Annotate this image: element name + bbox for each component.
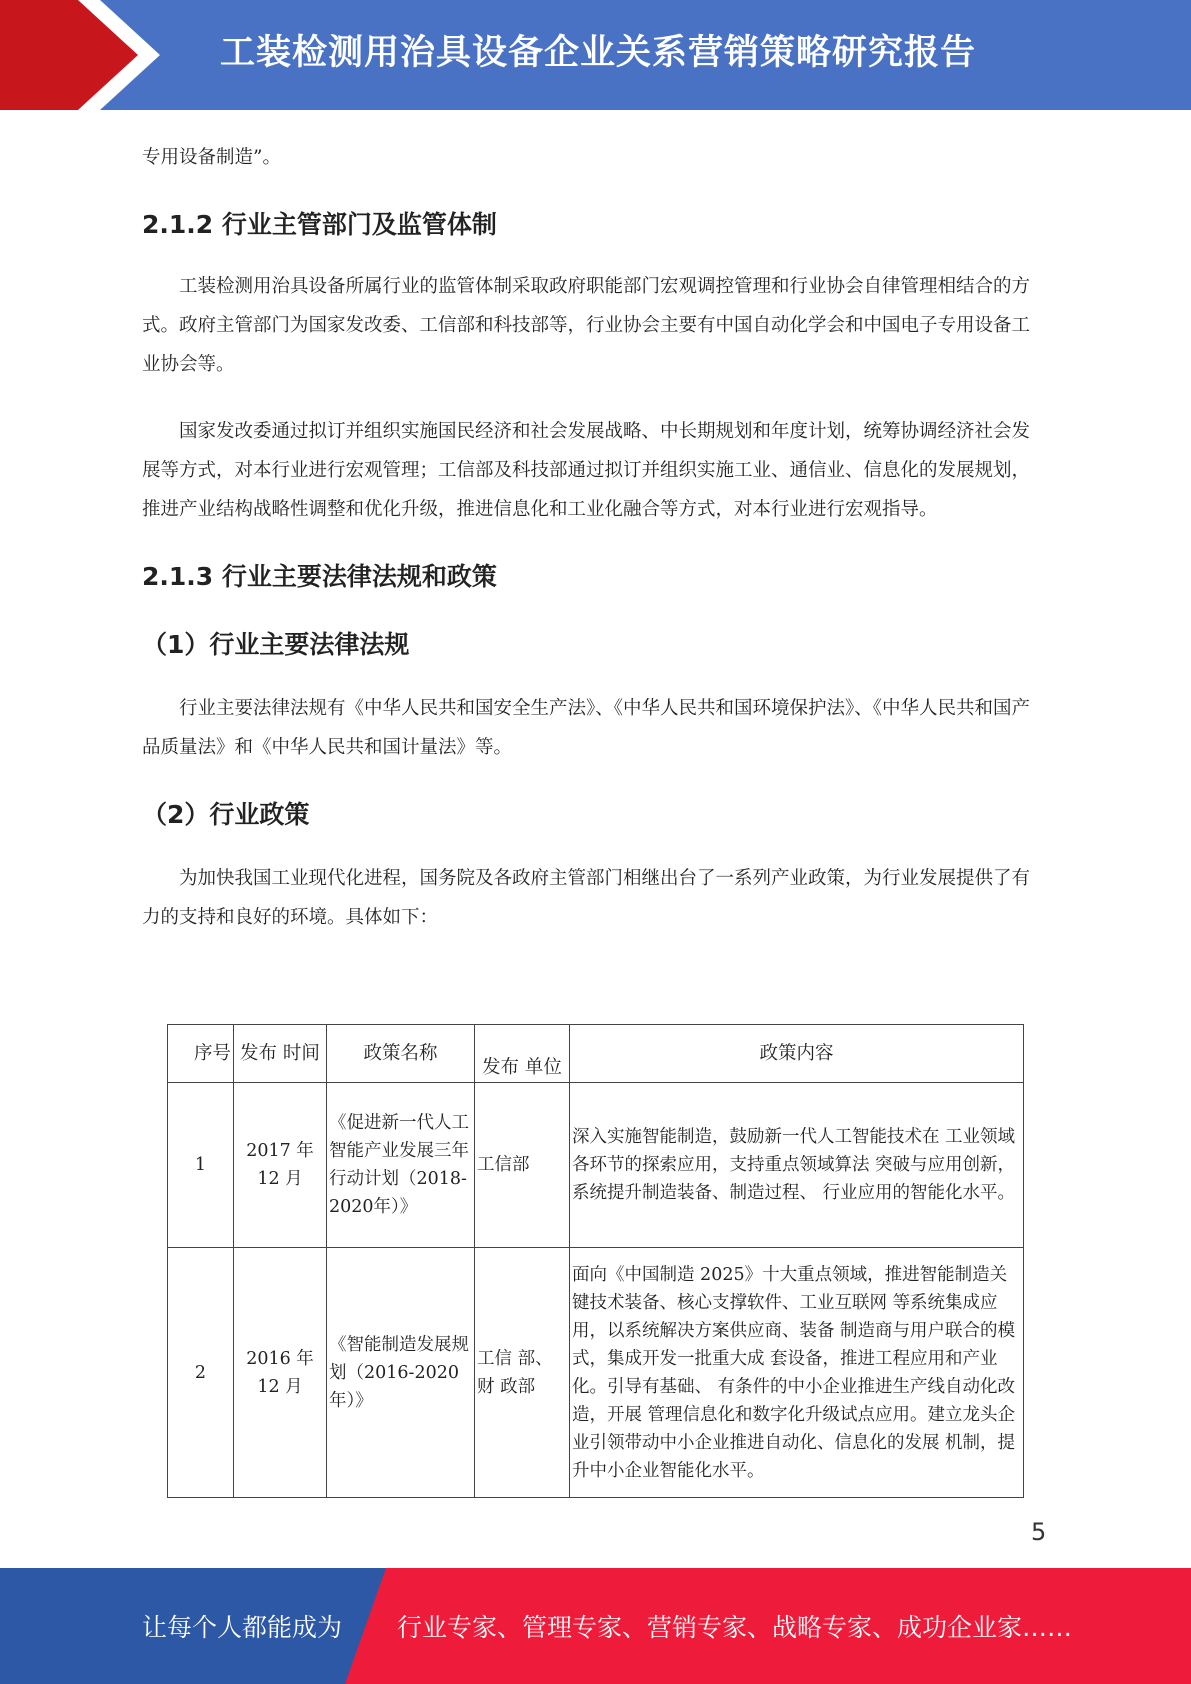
cell-name: 《智能制造发展规划（2016-2020年）》 — [327, 1248, 475, 1498]
cell-no: 1 — [168, 1083, 234, 1248]
cell-date: 2017 年 12 月 — [234, 1083, 327, 1248]
page-number: 5 — [1031, 1518, 1047, 1546]
main-content — [142, 130, 1047, 937]
table-header-row — [168, 1025, 1024, 1083]
cell-name: 《促进新一代人工智能产业发展三年行动计划（2018-2020年）》 — [327, 1083, 475, 1248]
report-title: 工装检测用治具设备企业关系营销策略研究报告 — [220, 33, 977, 73]
col-header-date: 发布 时间 — [234, 1025, 327, 1083]
cell-content: 面向《中国制造 2025》十大重点领域，推进智能制造关键技术装备、核心支撑软件、工业互联网 等系统集成应用，以系统解决方案供应商、装备 制造商与用户联合的模式，集成开发一批重大成 套设备，推进工程应用和产业化。引导有基础、 有条件的中小企业推进生产线自动化改造，开展 管理信息化和数字化升级试点应用。建立龙头企 业引领带动中小企业推进自动化、信息化的发展 机制，提升中小企业智能化水平。 — [570, 1248, 1024, 1498]
col-header-org: 发布 单位 — [475, 1025, 570, 1083]
section-heading-2-1-2: 2.1.2 行业主管部门及监管体制 — [142, 210, 497, 239]
paragraph-regulatory-system: 工装检测用治具设备所属行业的监管体制采取政府职能部门宏观调控管理和行业协会自律管理相结合的方式。政府主管部门为国家发改委、工信部和科技部等，行业协会主要有中国自动化学会和中国电子专用设备工业协会等。 — [142, 276, 1031, 375]
header-red-arrow — [0, 0, 150, 110]
policy-table — [167, 1024, 1024, 1498]
table-row — [168, 1248, 1024, 1498]
paragraph-ndrc-role: 国家发改委通过拟订并组织实施国民经济和社会发展战略、中长期规划和年度计划，统筹协调经济社会发展等方式，对本行业进行宏观管理；工信部及科技部通过拟订并组织实施工业、通信业、信息化的发展规划，推进产业结构战略性调整和优化升级，推进信息化和工业化融合等方式，对本行业进行宏观指导。 — [142, 421, 1031, 520]
paragraph-policy-intro: 为加快我国工业现代化进程，国务院及各政府主管部门相继出台了一系列产业政策，为行业发展提供了有力的支持和良好的环境。具体如下： — [142, 868, 1031, 928]
col-header-name: 政策名称 — [327, 1025, 475, 1083]
subheading-policy: （2）行业政策 — [142, 800, 310, 829]
subheading-laws: （1）行业主要法律法规 — [142, 630, 410, 659]
footer-slogan-left: 让每个人都能成为 — [142, 1613, 343, 1642]
cell-no: 2 — [168, 1248, 234, 1498]
col-header-content: 政策内容 — [570, 1025, 1024, 1083]
table-row — [168, 1083, 1024, 1248]
cell-date: 2016 年 12 月 — [234, 1248, 327, 1498]
footer-slogan-right: 行业专家、管理专家、营销专家、战略专家、成功企业家…… — [397, 1613, 1073, 1642]
page-footer — [0, 1568, 1191, 1684]
cell-org: 工信 部、财 政部 — [475, 1248, 570, 1498]
col-header-no: 序号 — [168, 1025, 234, 1083]
page-header — [0, 0, 1191, 110]
cell-org: 工信部 — [475, 1083, 570, 1248]
section-heading-2-1-3: 2.1.3 行业主要法律法规和政策 — [142, 562, 497, 591]
paragraph-continuation: 专用设备制造”。 — [142, 147, 281, 168]
cell-content: 深入实施智能制造，鼓励新一代人工智能技术在 工业领域各环节的探索应用，支持重点领域算法 突破与应用创新，系统提升制造装备、制造过程、 行业应用的智能化水平。 — [570, 1083, 1024, 1248]
paragraph-laws: 行业主要法律法规有《中华人民共和国安全生产法》、《中华人民共和国环境保护法》、《中华人民共和国产品质量法》和《中华人民共和国计量法》等。 — [142, 698, 1031, 758]
